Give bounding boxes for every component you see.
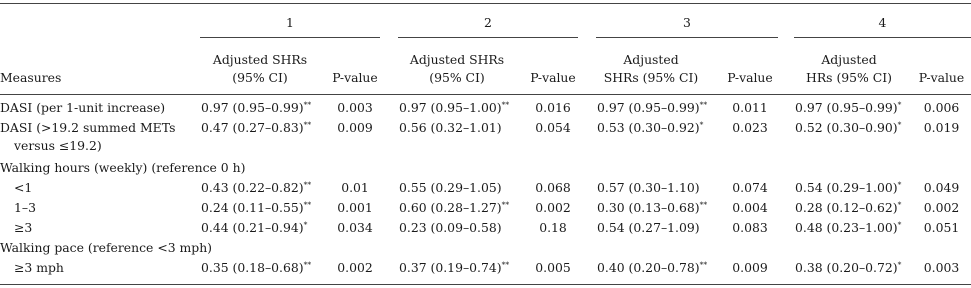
g1-pvalue-header: P-value [332, 70, 378, 85]
row-label: 1–3 [14, 200, 36, 215]
g3-p-cell: 0.074 [732, 180, 768, 195]
g2-ci-cell: 0.56 (0.32–1.01) [399, 120, 502, 135]
g3-ci-cell: 0.40 (0.20–0.78)** [597, 260, 708, 275]
g1-p-cell: 0.034 [337, 220, 373, 235]
g4-p-cell: 0.006 [923, 100, 960, 115]
group-2-heading: 2 [484, 15, 492, 30]
g4-ci-cell: 0.97 (0.95–0.99)* [795, 100, 902, 115]
g1-p-cell: 0.009 [337, 120, 373, 135]
g4-ci-cell: 0.52 (0.30–0.90)* [795, 120, 902, 135]
g1-ci-cell: 0.44 (0.21–0.94)* [201, 220, 308, 235]
g3-ci-cell: 0.30 (0.13–0.68)** [597, 200, 708, 215]
g1-p-cell: 0.01 [341, 180, 369, 195]
g4-pvalue-header: P-value [918, 70, 965, 85]
g3-ci-cell: 0.53 (0.30–0.92)* [597, 120, 704, 135]
g4-p-cell: 0.019 [923, 120, 960, 135]
g4-p-cell: 0.049 [923, 180, 960, 195]
row-label-continued: versus ≤19.2) [14, 138, 102, 153]
g1-ci-cell: 0.43 (0.22–0.82)** [201, 180, 312, 195]
row-label: DASI (>19.2 summed METs [0, 120, 176, 135]
g1-p-cell: 0.002 [337, 260, 373, 275]
g2-ci-header-line1: Adjusted SHRs [409, 52, 505, 67]
g2-p-cell: 0.016 [535, 100, 571, 115]
g4-ci-cell: 0.54 (0.29–1.00)* [795, 180, 902, 195]
g1-ci-cell: 0.35 (0.18–0.68)** [201, 260, 312, 275]
section-label: Walking pace (reference <3 mph) [0, 240, 213, 255]
g3-p-cell: 0.004 [732, 200, 768, 215]
row-label: ≥3 [14, 220, 33, 235]
g1-ci-cell: 0.97 (0.95–0.99)** [201, 100, 312, 115]
g2-pvalue-header: P-value [530, 70, 576, 85]
g3-p-cell: 0.023 [732, 120, 768, 135]
g2-ci-cell: 0.55 (0.29–1.05) [399, 180, 502, 195]
g1-ci-cell: 0.24 (0.11–0.55)** [201, 200, 312, 215]
g2-p-cell: 0.054 [535, 120, 571, 135]
group-3-heading: 3 [683, 15, 691, 30]
g2-p-cell: 0.002 [535, 200, 571, 215]
g2-ci-cell: 0.23 (0.09–0.58) [399, 220, 502, 235]
g4-p-cell: 0.003 [923, 260, 960, 275]
g2-p-cell: 0.005 [535, 260, 571, 275]
g3-p-cell: 0.083 [732, 220, 768, 235]
measures-header: Measures [0, 70, 62, 85]
row-label: DASI (per 1-unit increase) [0, 100, 166, 115]
g4-ci-cell: 0.48 (0.23–1.00)* [795, 220, 902, 235]
g2-ci-cell: 0.37 (0.19–0.74)** [399, 260, 510, 275]
section-label: Walking hours (weekly) (reference 0 h) [0, 160, 246, 175]
g4-ci-header-line2: HRs (95% CI) [806, 70, 892, 85]
top-rule [0, 3, 971, 4]
g4-ci-header-line1: Adjusted [821, 52, 877, 67]
g1-ci-header-line2: (95% CI) [232, 70, 288, 85]
g1-ci-header-line1: Adjusted SHRs [212, 52, 308, 67]
g4-p-cell: 0.051 [923, 220, 960, 235]
header-rule [0, 94, 971, 95]
g1-p-cell: 0.001 [337, 200, 373, 215]
g1-ci-cell: 0.47 (0.27–0.83)** [201, 120, 312, 135]
g2-ci-cell: 0.97 (0.95–1.00)** [399, 100, 510, 115]
g2-p-cell: 0.068 [535, 180, 571, 195]
g4-p-cell: 0.002 [923, 200, 960, 215]
row-label: <1 [14, 180, 33, 195]
group-2-rule [398, 37, 578, 38]
g3-ci-cell: 0.97 (0.95–0.99)** [597, 100, 708, 115]
g3-ci-cell: 0.57 (0.30–1.10) [597, 180, 700, 195]
g1-p-cell: 0.003 [337, 100, 373, 115]
g4-ci-cell: 0.38 (0.20–0.72)* [795, 260, 902, 275]
g2-p-cell: 0.18 [539, 220, 567, 235]
g3-pvalue-header: P-value [727, 70, 773, 85]
g3-ci-cell: 0.54 (0.27–1.09) [597, 220, 700, 235]
group-3-rule [596, 37, 778, 38]
g2-ci-cell: 0.60 (0.28–1.27)** [399, 200, 510, 215]
group-1-heading: 1 [286, 15, 294, 30]
g3-ci-header-line2: SHRs (95% CI) [603, 70, 699, 85]
group-4-heading: 4 [878, 15, 887, 30]
bottom-rule [0, 284, 971, 285]
group-4-rule [794, 37, 971, 38]
g3-p-cell: 0.009 [732, 260, 768, 275]
row-label: ≥3 mph [14, 260, 64, 275]
g3-p-cell: 0.011 [732, 100, 768, 115]
group-1-rule [200, 37, 380, 38]
g4-ci-cell: 0.28 (0.12–0.62)* [795, 200, 902, 215]
g3-ci-header-line1: Adjusted [623, 52, 679, 67]
g2-ci-header-line2: (95% CI) [429, 70, 485, 85]
